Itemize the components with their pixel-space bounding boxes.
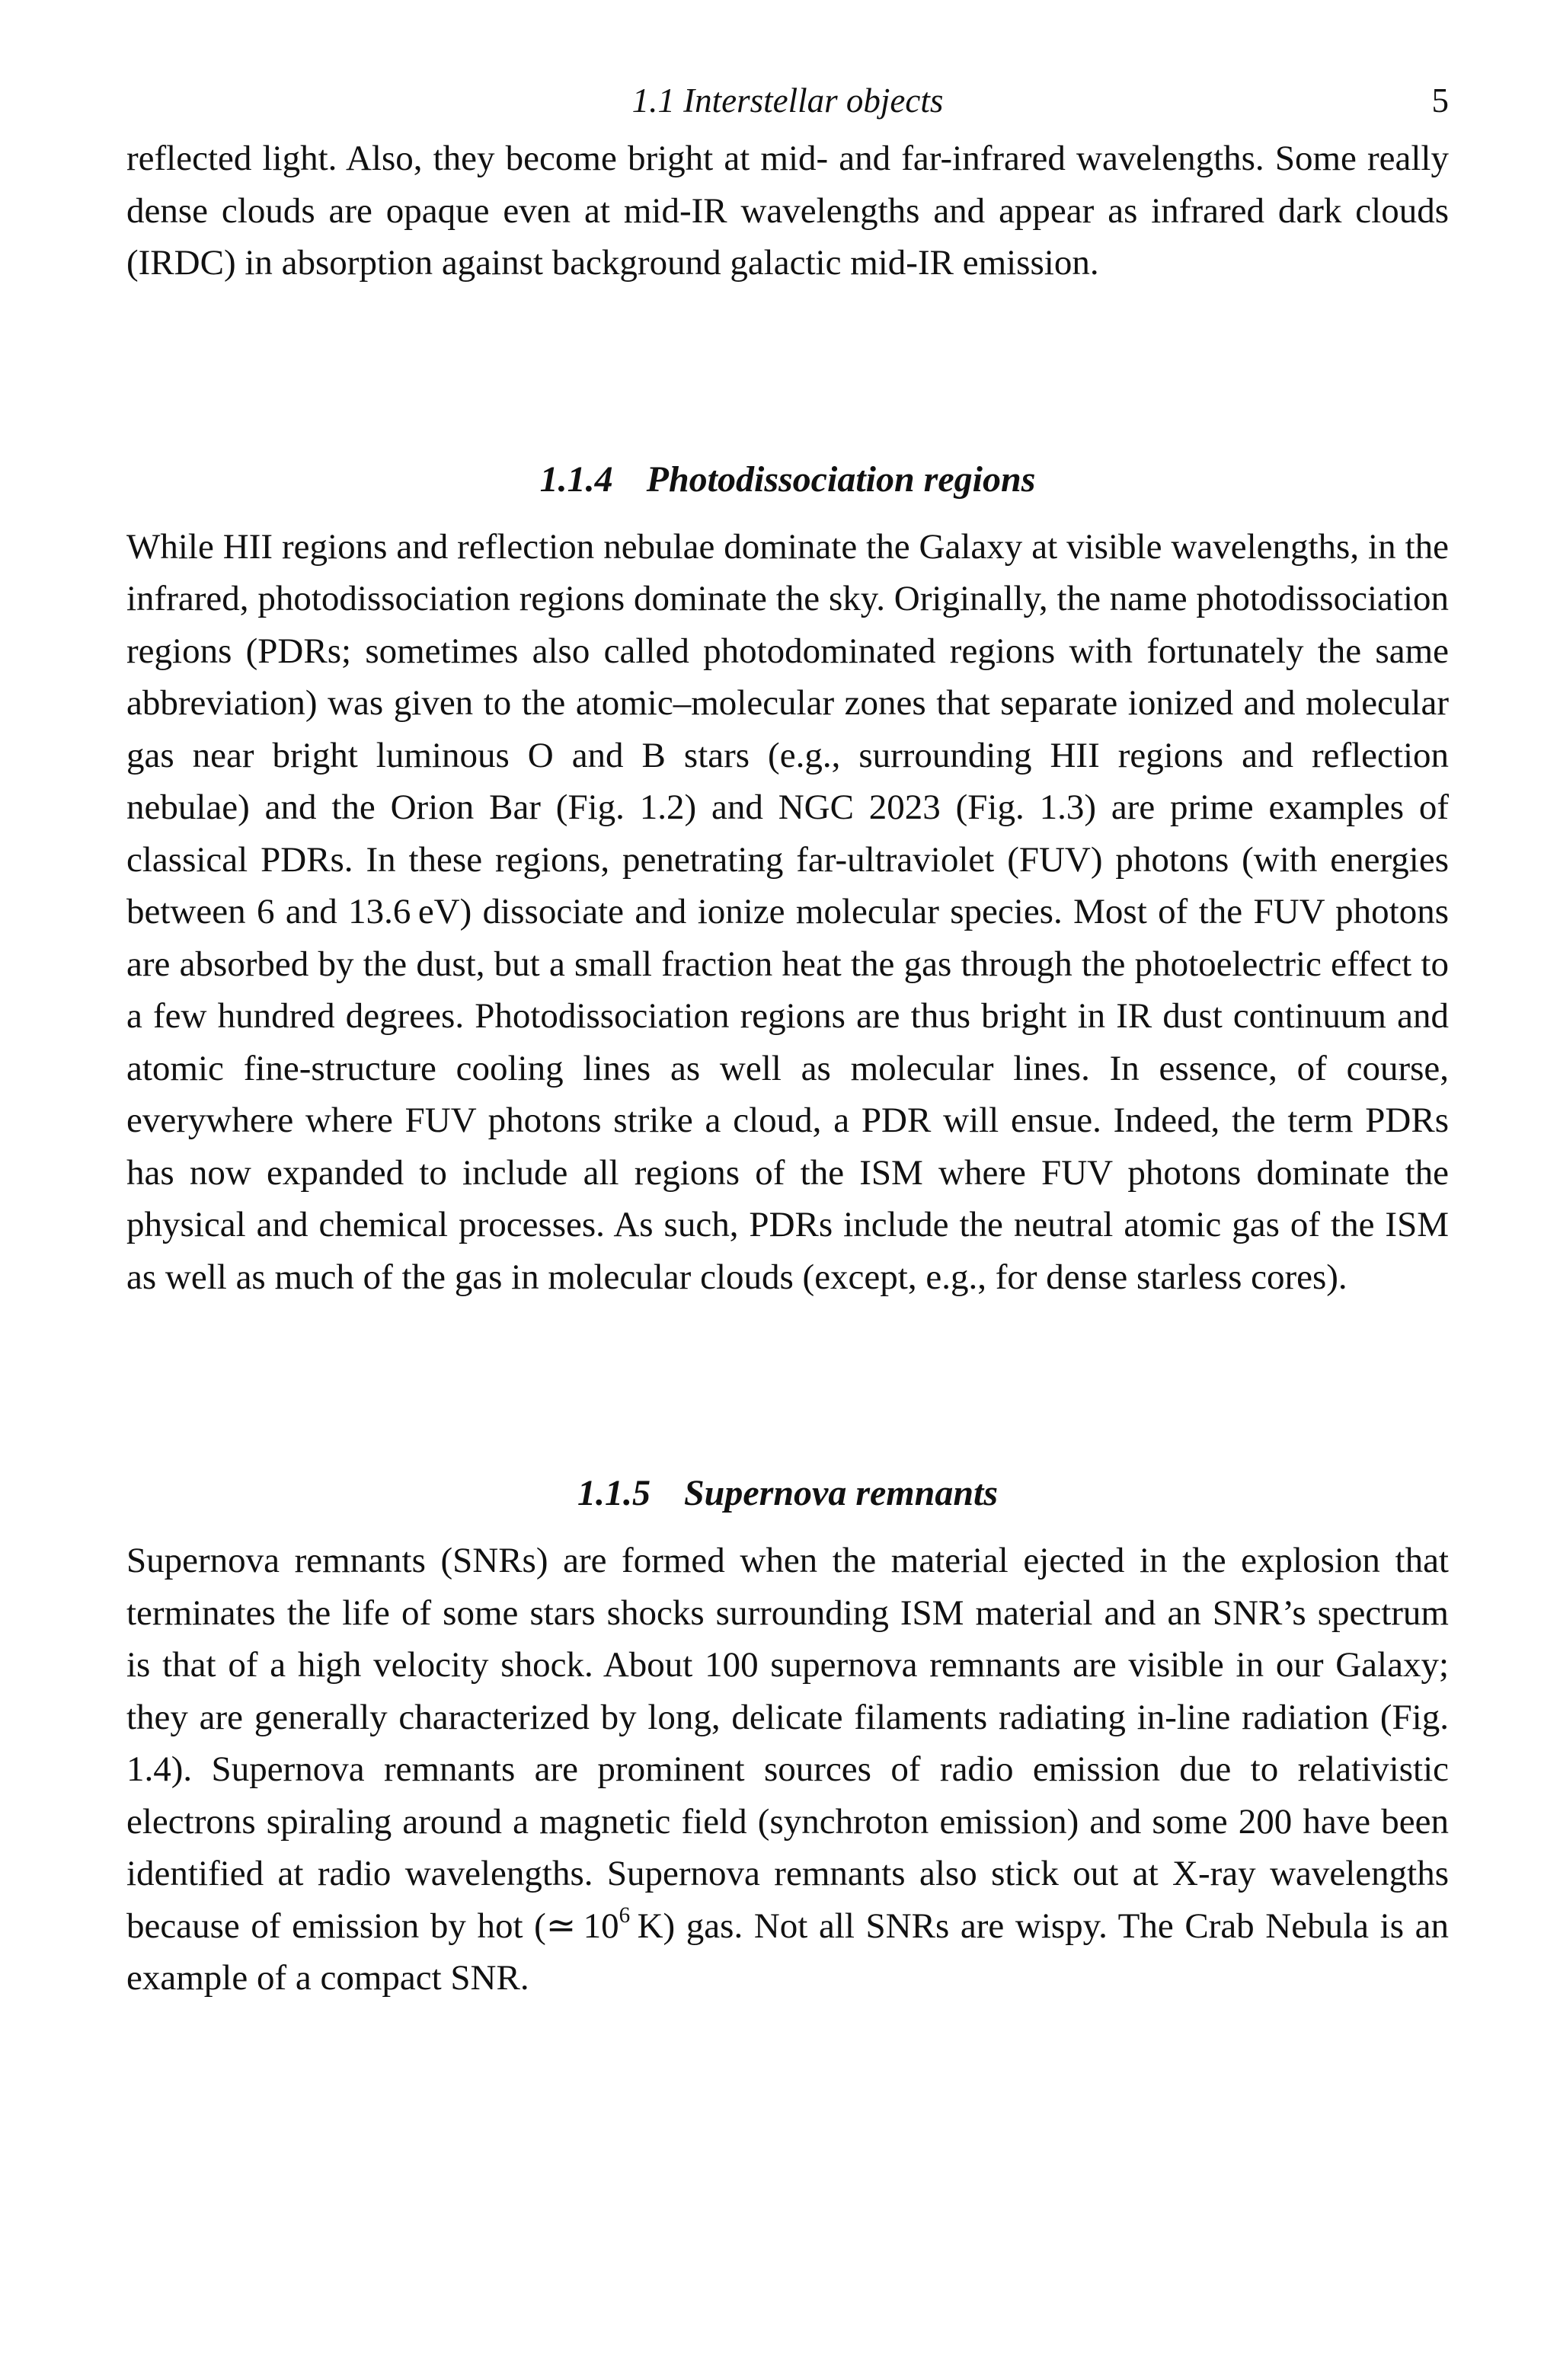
page [126,73,1449,2005]
section-heading-supernova [126,1466,1449,1521]
section-title: Supernova remnants [683,1473,999,1513]
paragraph-text: K) gas. Not all SNRs are wispy. The Crab Nebula is an example of a compact SNR. [126,1906,1449,1998]
paragraph-continued: reflected light. Also, they become bright at mid- and far-infrared wavelengths. Some really dense clouds are opaque even at mid-IR wavelengths and appear as infrared dark clouds (IRDC) in absorption against background galactic mid-IR emission. [126,139,1449,283]
exponent: 6 [619,1902,631,1928]
section-heading-photodissociation [126,452,1449,507]
running-head [126,73,1449,128]
running-title: 1.1 Interstellar objects [631,81,944,120]
paragraph-supernova [126,1535,1449,2005]
page-number: 5 [1431,81,1449,120]
section-number: 1.1.4 [539,458,613,500]
paragraph-text: Supernova remnants (SNRs) are formed when the material ejected in the explosion that terminates the life of some stars shocks surrounding ISM material and an SNR’s spectrum is that of a high velocity shock. About 100 supernova remnants are visible in our Galaxy; they are generally characterized by long, delicate filaments radiating in-line radiation (Fig. 1.4). Supernova remnants are prominent sources of radio emission due to relativistic electrons spiraling around a magnetic field (synchroton emission) and some 200 have been identified at radio wavelengths. Supernova remnants also stick out at X-ray wavelengths because of emission by hot (≃ 10 [126,1541,1449,1946]
paragraph-photodissociation: While HII regions and reflection nebulae dominate the Galaxy at visible wavelengths, in the infrared, photodissociation regions dominate the sky. Originally, the name photodissociation regions (PDRs; sometimes also called photodominated regions with fortunately the same abbreviation) was given to the atomic–molecular zones that separate ionized and molecular gas near bright luminous O and B stars (e.g., surrounding HII regions and reflection nebulae) and the Orion Bar (Fig. 1.2) and NGC 2023 (Fig. 1.3) are prime examples of classical PDRs. In these regions, penetrating far-ultraviolet (FUV) photons (with energies between 6 and 13.6 eV) dissociate and ionize molecular species. Most of the FUV photons are absorbed by the dust, but a small fraction heat the gas through the photoelectric effect to a few hundred degrees. Photodissociation regions are thus bright in IR dust continuum and atomic fine-structure cooling lines as well as molecular lines. In essence, of course, everywhere where FUV photons strike a cloud, a PDR will ensue. Indeed, the term PDRs has now expanded to include all regions of the ISM where FUV photons dominate the physical and chemical processes. As such, PDRs include the neutral atomic gas of the ISM as well as much of the gas in molecular clouds (except, e.g., for dense starless cores). [126,526,1449,1297]
section-title: Photodissociation regions [646,458,1036,500]
section-number: 1.1.5 [577,1473,651,1513]
